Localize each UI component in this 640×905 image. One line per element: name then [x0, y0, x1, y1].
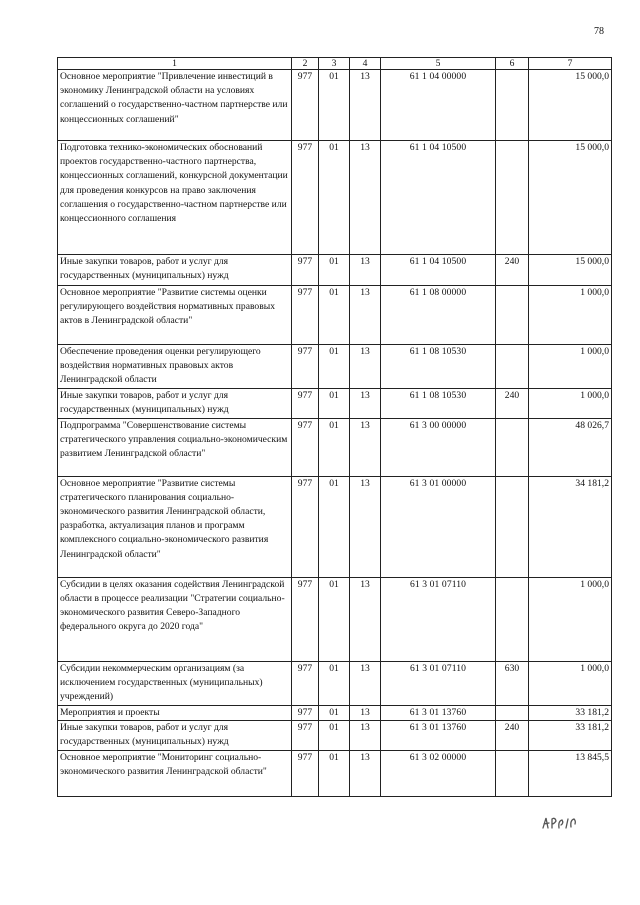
section-code: 01 — [319, 577, 350, 661]
column-number: 6 — [496, 58, 529, 70]
column-number: 3 — [319, 58, 350, 70]
target-article-code: 61 3 01 07110 — [381, 661, 496, 705]
expense-type-code — [496, 476, 529, 577]
target-article-code: 61 3 01 00000 — [381, 476, 496, 577]
page-number: 78 — [594, 26, 604, 37]
amount: 48 026,7 — [529, 418, 612, 476]
expense-type-code — [496, 750, 529, 796]
subsection-code: 13 — [350, 141, 381, 255]
ved-code: 977 — [292, 286, 319, 345]
column-number: 5 — [381, 58, 496, 70]
amount: 33 181,2 — [529, 705, 612, 720]
item-name: Подпрограмма "Совершенствование системы стратегического управления социально-экономическим развитием Ленинградской области" — [58, 418, 292, 476]
expense-type-code — [496, 286, 529, 345]
amount: 33 181,2 — [529, 720, 612, 750]
target-article-code: 61 3 01 07110 — [381, 577, 496, 661]
table-row — [58, 70, 612, 141]
amount: 1 000,0 — [529, 388, 612, 418]
item-name: Основное мероприятие "Развитие системы стратегического планирования социально-экономического развития Ленинградской области, разработка, актуализация планов и программ комплексного социально-экономического развития Ленинградской области" — [58, 476, 292, 577]
item-name: Субсидии некоммерческим организациям (за исключением государственных (муниципальных) учреждений) — [58, 661, 292, 705]
table-row — [58, 750, 612, 796]
item-name: Обеспечение проведения оценки регулирующего воздействия нормативных правовых актов Ленинградской области — [58, 345, 292, 389]
subsection-code: 13 — [350, 476, 381, 577]
subsection-code: 13 — [350, 720, 381, 750]
ved-code: 977 — [292, 577, 319, 661]
section-code: 01 — [319, 705, 350, 720]
subsection-code: 13 — [350, 705, 381, 720]
handwritten-signature-icon — [541, 815, 579, 831]
expense-type-code — [496, 705, 529, 720]
amount: 1 000,0 — [529, 661, 612, 705]
ved-code: 977 — [292, 661, 319, 705]
item-name: Подготовка технико-экономических обоснований проектов государственно-частного партнерства, концессионных соглашений, конкурсной документации для проведения конкурсов на право заключения соглашения о государственно-частном партнерстве или концессионного соглашения — [58, 141, 292, 255]
subsection-code: 13 — [350, 286, 381, 345]
column-number: 4 — [350, 58, 381, 70]
subsection-code: 13 — [350, 418, 381, 476]
expense-type-code: 240 — [496, 255, 529, 286]
table-row — [58, 345, 612, 389]
section-code: 01 — [319, 286, 350, 345]
expense-type-code — [496, 141, 529, 255]
subsection-code: 13 — [350, 345, 381, 389]
amount: 1 000,0 — [529, 345, 612, 389]
amount: 15 000,0 — [529, 70, 612, 141]
expense-type-code: 240 — [496, 720, 529, 750]
subsection-code: 13 — [350, 577, 381, 661]
subsection-code: 13 — [350, 661, 381, 705]
subsection-code: 13 — [350, 70, 381, 141]
table-row — [58, 720, 612, 750]
section-code: 01 — [319, 476, 350, 577]
item-name: Основное мероприятие "Мониторинг социально-экономического развития Ленинградской области" — [58, 750, 292, 796]
section-code: 01 — [319, 345, 350, 389]
section-code: 01 — [319, 720, 350, 750]
ved-code: 977 — [292, 141, 319, 255]
expense-type-code — [496, 70, 529, 141]
ved-code: 977 — [292, 720, 319, 750]
target-article-code: 61 3 01 13760 — [381, 720, 496, 750]
section-code: 01 — [319, 750, 350, 796]
section-code: 01 — [319, 141, 350, 255]
target-article-code: 61 3 00 00000 — [381, 418, 496, 476]
section-code: 01 — [319, 70, 350, 141]
target-article-code: 61 1 04 10500 — [381, 141, 496, 255]
subsection-code: 13 — [350, 255, 381, 286]
column-number: 2 — [292, 58, 319, 70]
column-number: 1 — [58, 58, 292, 70]
section-code: 01 — [319, 661, 350, 705]
ved-code: 977 — [292, 70, 319, 141]
target-article-code: 61 3 02 00000 — [381, 750, 496, 796]
amount: 15 000,0 — [529, 141, 612, 255]
item-name: Иные закупки товаров, работ и услуг для государственных (муниципальных) нужд — [58, 255, 292, 286]
section-code: 01 — [319, 418, 350, 476]
target-article-code: 61 1 08 10530 — [381, 388, 496, 418]
table-row — [58, 141, 612, 255]
section-code: 01 — [319, 388, 350, 418]
ved-code: 977 — [292, 388, 319, 418]
column-number: 7 — [529, 58, 612, 70]
table-row — [58, 388, 612, 418]
table-row — [58, 418, 612, 476]
amount: 15 000,0 — [529, 255, 612, 286]
ved-code: 977 — [292, 705, 319, 720]
expense-type-code: 630 — [496, 661, 529, 705]
section-code: 01 — [319, 255, 350, 286]
ved-code: 977 — [292, 345, 319, 389]
ved-code: 977 — [292, 476, 319, 577]
expense-type-code — [496, 577, 529, 661]
item-name: Иные закупки товаров, работ и услуг для государственных (муниципальных) нужд — [58, 720, 292, 750]
table-row — [58, 255, 612, 286]
ved-code: 977 — [292, 418, 319, 476]
target-article-code: 61 1 08 10530 — [381, 345, 496, 389]
item-name: Основное мероприятие "Развитие системы оценки регулирующего воздействия нормативных правовых актов в Ленинградской области" — [58, 286, 292, 345]
amount: 1 000,0 — [529, 286, 612, 345]
target-article-code: 61 1 04 00000 — [381, 70, 496, 141]
item-name: Субсидии в целях оказания содействия Ленинградской области в процессе реализации "Стратегии социально-экономического развития Северо-Западного федерального округа до 2020 года" — [58, 577, 292, 661]
column-number-row — [58, 58, 612, 70]
expense-type-code — [496, 418, 529, 476]
ved-code: 977 — [292, 255, 319, 286]
budget-table — [57, 57, 612, 797]
target-article-code: 61 1 08 00000 — [381, 286, 496, 345]
target-article-code: 61 1 04 10500 — [381, 255, 496, 286]
table-row — [58, 661, 612, 705]
item-name: Иные закупки товаров, работ и услуг для государственных (муниципальных) нужд — [58, 388, 292, 418]
target-article-code: 61 3 01 13760 — [381, 705, 496, 720]
expense-type-code: 240 — [496, 388, 529, 418]
item-name: Основное мероприятие "Привлечение инвестиций в экономику Ленинградской области на условиях соглашений о государственно-частном партнерстве или концессионных соглашений" — [58, 70, 292, 141]
ved-code: 977 — [292, 750, 319, 796]
amount: 34 181,2 — [529, 476, 612, 577]
amount: 1 000,0 — [529, 577, 612, 661]
expense-type-code — [496, 345, 529, 389]
subsection-code: 13 — [350, 750, 381, 796]
table-row — [58, 705, 612, 720]
table-row — [58, 476, 612, 577]
item-name: Мероприятия и проекты — [58, 705, 292, 720]
table-row — [58, 577, 612, 661]
amount: 13 845,5 — [529, 750, 612, 796]
table-row — [58, 286, 612, 345]
subsection-code: 13 — [350, 388, 381, 418]
